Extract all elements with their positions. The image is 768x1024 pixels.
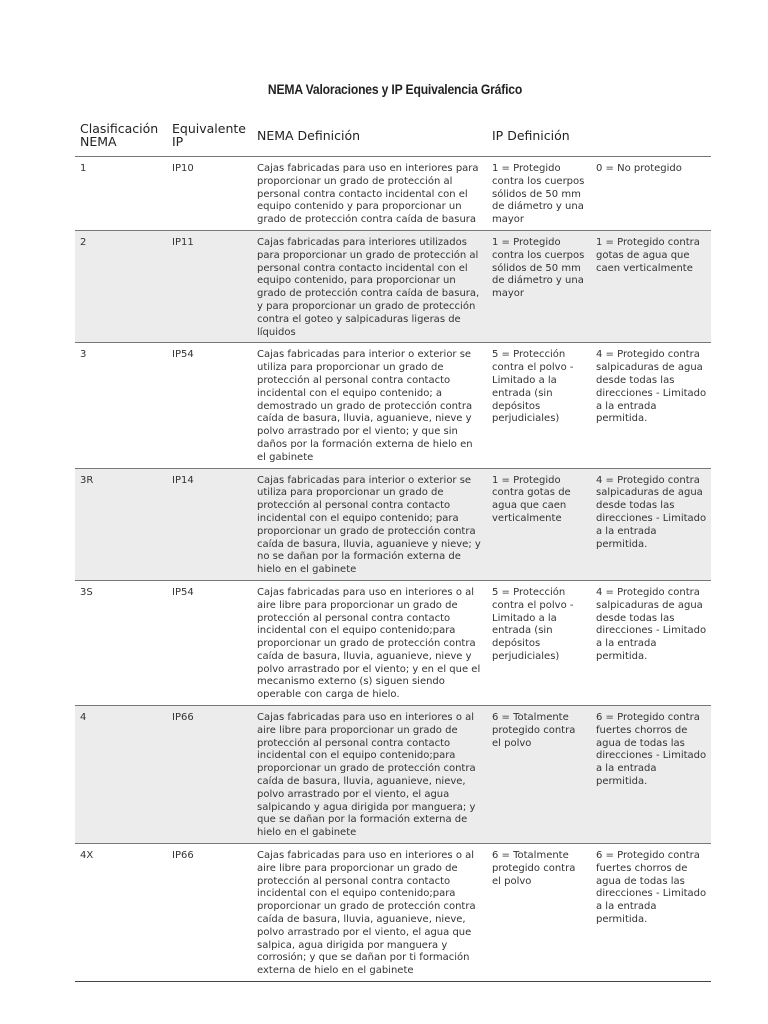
cell-ip-first-digit: 1 = Protegido contra los cuerpos sólidos de 50 mm de diámetro y una mayor [487, 157, 591, 231]
page-title: NEMA Valoraciones y IP Equivalencia Gráfico [267, 82, 523, 97]
table-row [75, 706, 711, 844]
cell-nema-definition: Cajas fabricadas para uso en interiores o al aire libre para proporcionar un grado de protección al personal contra contacto incidental con el equipo contenido;para proporcionar un grado de protección contra caída de basura, lluvia, aguanieve, nieve, polvo arrastrado por el viento, el agua salpicando y agua dirigida por manguera; y que se dañan por la formación externa de hielo en el gabinete [252, 706, 487, 844]
cell-ip-first-digit: 6 = Totalmente protegido contra el polvo [487, 706, 591, 844]
table-row [75, 230, 711, 342]
cell-ip-first-digit: 1 = Protegido contra los cuerpos sólidos de 50 mm de diámetro y una mayor [487, 230, 591, 342]
cell-nema-definition: Cajas fabricadas para interior o exterior se utiliza para proporcionar un grado de protección al personal contra contacto incidental con el equipo contenido; a demostrado un grado de protección contra caída de basura, lluvia, aguanieve, nieve y polvo arrastrado por el viento; y que sin daños por la formación externa de hielo en el gabinete [252, 343, 487, 468]
header-ip-definicion: IP Definición [487, 118, 591, 157]
cell-ip-first-digit: 5 = Protección contra el polvo - Limitado a la entrada (sin depósitos perjudiciales) [487, 580, 591, 705]
header-ip-definicion-2 [591, 118, 711, 157]
header-equivalente-ip: Equivalente IP [167, 118, 252, 157]
cell-ip-second-digit: 6 = Protegido contra fuertes chorros de agua de todas las direcciones - Limitado a la entrada permitida. [591, 844, 711, 982]
cell-ip-equivalent: IP10 [167, 157, 252, 231]
cell-nema-class: 3 [75, 343, 167, 468]
table-header-row [75, 118, 711, 157]
cell-ip-second-digit: 4 = Protegido contra salpicaduras de agua desde todas las direcciones - Limitado a la entrada permitida. [591, 343, 711, 468]
cell-ip-equivalent: IP54 [167, 343, 252, 468]
cell-ip-equivalent: IP14 [167, 468, 252, 580]
cell-ip-first-digit: 5 = Protección contra el polvo - Limitado a la entrada (sin depósitos perjudiciales) [487, 343, 591, 468]
cell-ip-second-digit: 4 = Protegido contra salpicaduras de agua desde todas las direcciones - Limitado a la entrada permitida. [591, 580, 711, 705]
header-clasificacion-nema: Clasificación NEMA [75, 118, 167, 157]
cell-ip-equivalent: IP11 [167, 230, 252, 342]
cell-ip-first-digit: 6 = Totalmente protegido contra el polvo [487, 844, 591, 982]
table-row [75, 844, 711, 982]
header-nema-definicion: NEMA Definición [252, 118, 487, 157]
table-row [75, 343, 711, 468]
cell-ip-equivalent: IP66 [167, 844, 252, 982]
cell-ip-second-digit: 6 = Protegido contra fuertes chorros de agua de todas las direcciones - Limitado a la entrada permitida. [591, 706, 711, 844]
cell-nema-definition: Cajas fabricadas para interior o exterior se utiliza para proporcionar un grado de protección al personal contra contacto incidental con el equipo contenido; para proporcionar un grado de protección contra caída de basura, lluvia, aguanieve y nieve; y no se dañan por la formación externa de hielo en el gabinete [252, 468, 487, 580]
cell-ip-first-digit: 1 = Protegido contra gotas de agua que caen verticalmente [487, 468, 591, 580]
cell-ip-equivalent: IP66 [167, 706, 252, 844]
cell-nema-class: 2 [75, 230, 167, 342]
cell-nema-definition: Cajas fabricadas para uso en interiores o al aire libre para proporcionar un grado de protección al personal contra contacto incidental con el equipo contenido;para proporcionar un grado de protección contra caída de basura, lluvia, aguanieve, nieve, polvo arrastrado por el viento, el agua que salpica, agua dirigida por manguera y corrosión; y que se dañan por ti formación externa de hielo en el gabinete [252, 844, 487, 982]
cell-nema-class: 3R [75, 468, 167, 580]
cell-nema-definition: Cajas fabricadas para uso en interiores o al aire libre para proporcionar un grado de protección al personal contra contacto incidental con el equipo contenido;para proporcionar un grado de protección contra caída de basura, lluvia, aguanieve, nieve y polvo arrastrado por el viento; y en el que el mecanismo externo (s) siguen siendo operable con carga de hielo. [252, 580, 487, 705]
cell-nema-definition: Cajas fabricadas para interiores utilizados para proporcionar un grado de protección al personal contra contacto incidental con el equipo contenido, para proporcionar un grado de protección contra caída de basura, y para proporcionar un grado de protección contra el goteo y salpicaduras ligeras de líquidos [252, 230, 487, 342]
cell-nema-class: 1 [75, 157, 167, 231]
cell-nema-definition: Cajas fabricadas para uso en interiores para proporcionar un grado de protección al personal contra contacto incidental con el equipo contenido y para proporcionar un grado de protección contra caída de basura [252, 157, 487, 231]
table-row [75, 157, 711, 231]
cell-ip-equivalent: IP54 [167, 580, 252, 705]
cell-ip-second-digit: 1 = Protegido contra gotas de agua que caen verticalmente [591, 230, 711, 342]
cell-nema-class: 4 [75, 706, 167, 844]
nema-ip-table [75, 118, 711, 982]
table-row [75, 580, 711, 705]
table-row [75, 468, 711, 580]
cell-nema-class: 3S [75, 580, 167, 705]
cell-ip-second-digit: 4 = Protegido contra salpicaduras de agua desde todas las direcciones - Limitado a la entrada permitida. [591, 468, 711, 580]
cell-nema-class: 4X [75, 844, 167, 982]
cell-ip-second-digit: 0 = No protegido [591, 157, 711, 231]
